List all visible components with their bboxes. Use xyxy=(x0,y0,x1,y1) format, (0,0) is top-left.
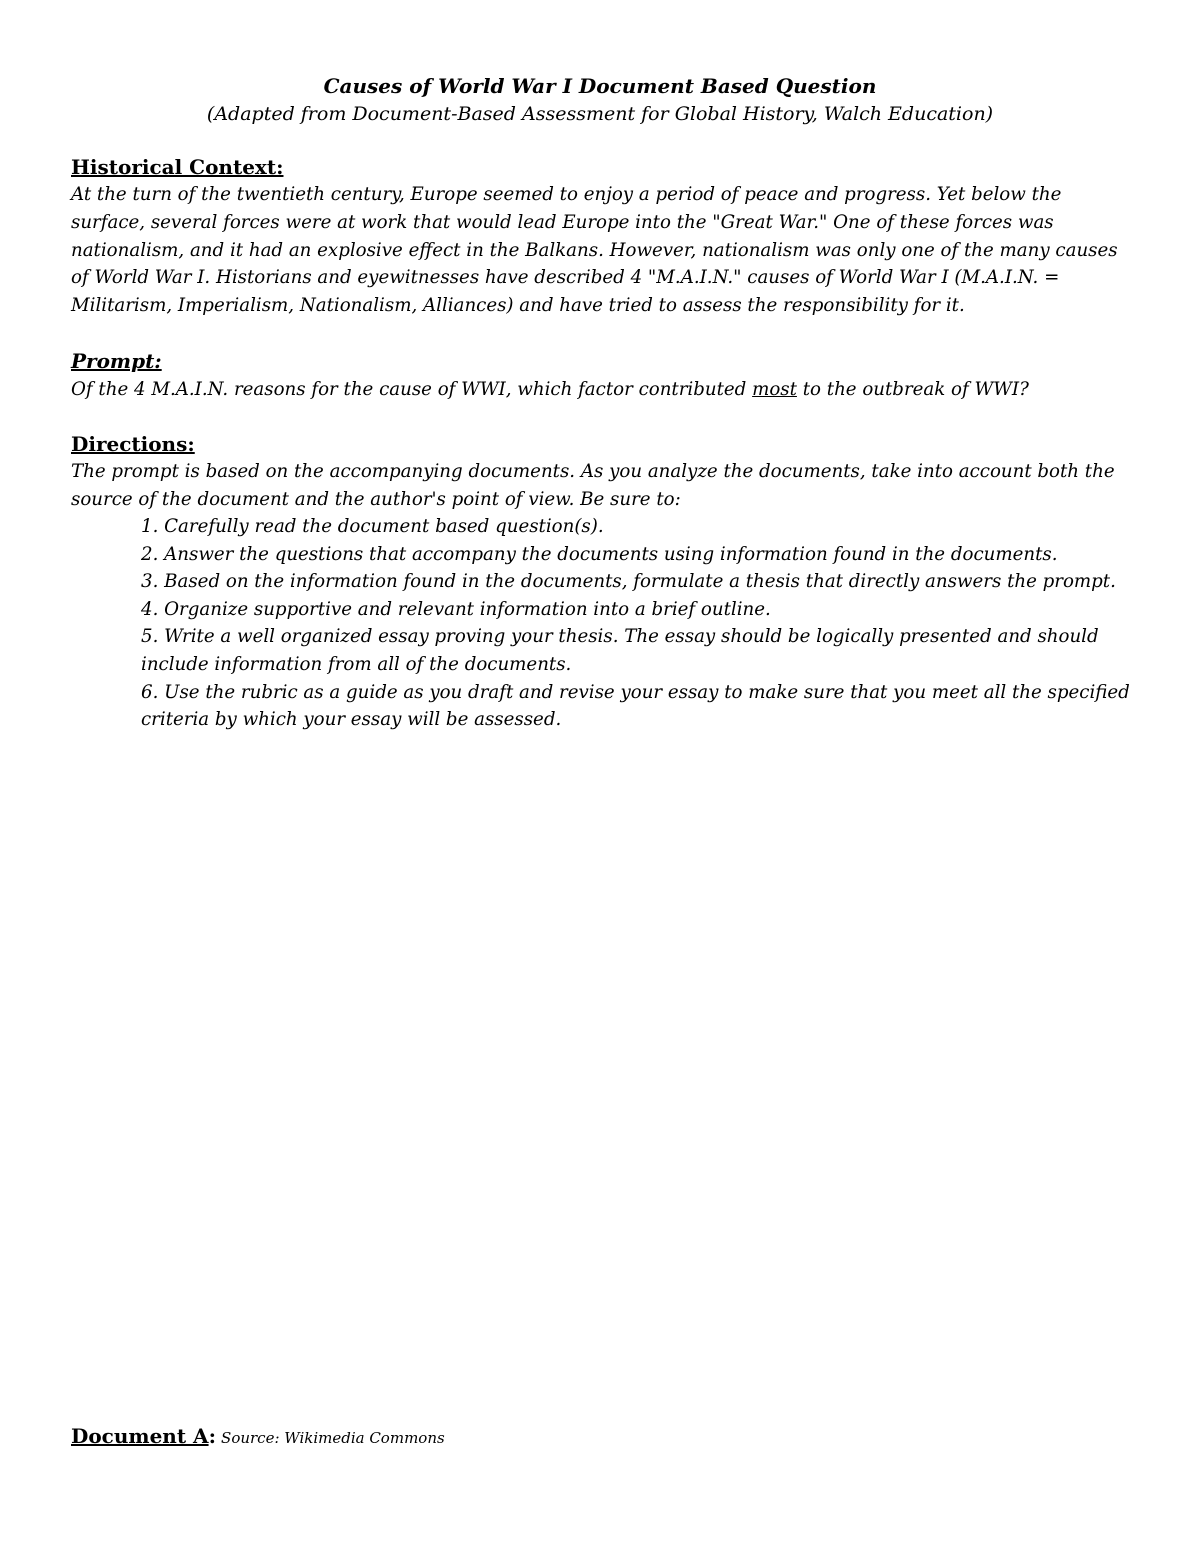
directions-step-2: 2. Answer the questions that accompany the documents using information found in the documents. xyxy=(141,543,1058,565)
document-a-source: Source: Wikimedia Commons xyxy=(221,1429,445,1447)
directions-step-6: 6. Use the rubric as a guide as you draft and revise your essay to make sure that you meet all the specified criteria by which your essay will be assessed. xyxy=(141,681,1130,731)
directions-step-5: 5. Write a well organized essay proving your thesis. The essay should be logically presented and should include information from all of the documents. xyxy=(141,626,1099,675)
prompt-text xyxy=(71,376,1136,404)
document-a-label: Document A xyxy=(71,1424,209,1448)
page-title: Causes of World War I Document Based Question xyxy=(323,74,877,98)
prompt-text-before: Of the 4 M.A.I.N. reasons for the cause of WWI, which factor contributed xyxy=(71,379,753,400)
directions-intro: The prompt is based on the accompanying documents. As you analyze the documents, take into account both the source of the document and the author's point of view. Be sure to: xyxy=(71,461,1115,510)
directions-step-1: 1. Carefully read the document based question(s). xyxy=(141,516,604,537)
directions-steps xyxy=(141,513,1131,734)
historical-context-text: At the turn of the twentieth century, Europe seemed to enjoy a period of peace and progress. Yet below the surface, several forces were at work that would lead Europe into the "Great War." One of these forces was nationalism, and it had an explosive effect in the Balkans. However, nationalism was only one of the many causes of World War I. Historians and eyewitnesses have described 4 "M.A.I.N." causes of World War I (M.A.I.N. = Militarism, Imperialism, Nationalism, Alliances) and have tried to assess the responsibility for it. xyxy=(71,184,1118,317)
page-subtitle: (Adapted from Document-Based Assessment for Global History, Walch Education) xyxy=(206,103,994,125)
document-a-line xyxy=(71,1422,445,1450)
prompt-emphasis: most xyxy=(752,379,797,400)
directions-step-4: 4. Organize supportive and relevant information into a brief outline. xyxy=(141,598,771,620)
document-a-colon: : xyxy=(208,1424,216,1448)
directions-step-3: 3. Based on the information found in the documents, formulate a thesis that directly answers the prompt. xyxy=(141,571,1116,593)
prompt-text-after: to the outbreak of WWI? xyxy=(796,379,1029,400)
historical-context-heading: Historical Context: xyxy=(71,155,284,179)
directions-heading: Directions: xyxy=(71,432,195,456)
prompt-heading: Prompt: xyxy=(71,349,162,373)
